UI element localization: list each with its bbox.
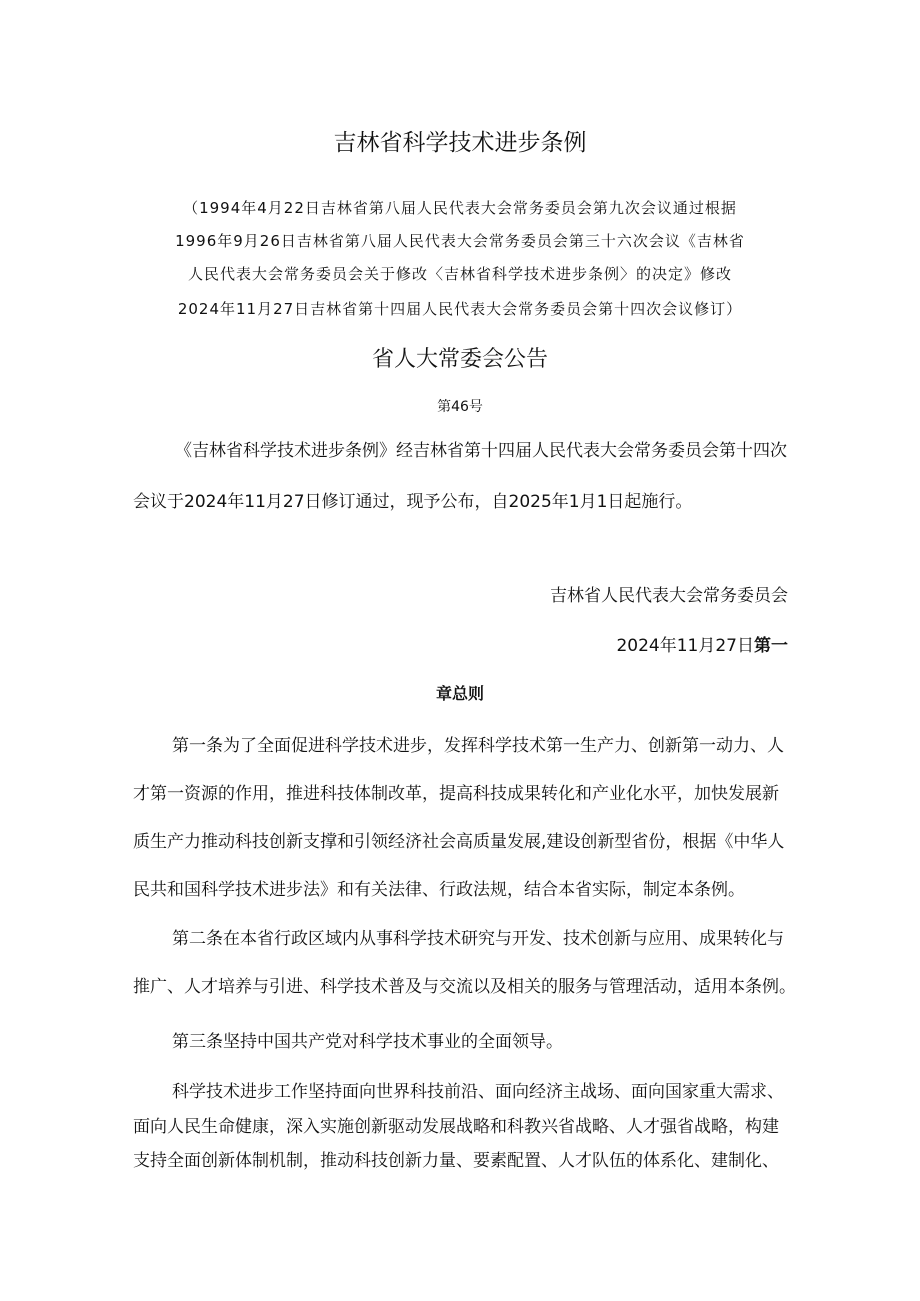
chapter-heading: 章总则 [435, 684, 484, 703]
notice-date: 2024年11月27日 [616, 636, 754, 656]
history-line-1: （1994年4月22日吉林省第八届人民代表大会常务委员会第九次会议通过根据 [183, 199, 737, 217]
article1-line-1: 第一条为了全面促进科学技术进步，发挥科学技术第一生产力、创新第一动力、人 [172, 736, 784, 756]
history-line-2: 1996年9月26日吉林省第八届人民代表大会常务委员会第三十六次会议《吉林省 [175, 232, 745, 250]
notice-title: 省人大常委会公告 [371, 347, 548, 372]
article3-line: 第三条坚持中国共产党对科学技术事业的全面领导。 [172, 1032, 563, 1052]
article1-line-4: 民共和国科学技术进步法》和有关法律、行政法规，结合本省实际，制定本条例。 [133, 880, 745, 900]
paragraph4-line-2: 面向人民生命健康，深入实施创新驱动发展战略和科教兴省战略、人才强省战略，构建 [133, 1117, 779, 1137]
notice-body-line-2: 会议于2024年11月27日修订通过，现予公布，自2025年1月1日起施行。 [133, 492, 693, 512]
notice-issuer: 吉林省人民代表大会常务委员会 [550, 586, 788, 606]
paragraph4-line-1: 科学技术进步工作坚持面向世界科技前沿、面向经济主战场、面向国家重大需求、 [172, 1082, 784, 1102]
chapter-prefix: 第一 [754, 636, 788, 656]
article2-line-2: 推广、人才培养与引进、科学技术普及与交流以及相关的服务与管理活动，适用本条例。 [133, 977, 796, 997]
history-line-4: 2024年11月27日吉林省第十四届人民代表大会常务委员会第十四次会议修订） [177, 300, 743, 318]
document-title: 吉林省科学技术进步条例 [333, 130, 587, 156]
notice-date-line [616, 632, 788, 660]
article2-line-1: 第二条在本省行政区域内从事科学技术研究与开发、技术创新与应用、成果转化与 [172, 929, 784, 949]
notice-body-line-1: 《吉林省科学技术进步条例》经吉林省第十四届人民代表大会常务委员会第十四次 [175, 441, 787, 461]
notice-number: 第46号 [437, 399, 483, 415]
history-line-3: 人民代表大会常务委员会关于修改〈吉林省科学技术进步条例〉的决定》修改 [187, 265, 732, 283]
paragraph4-line-3: 支持全面创新体制机制，推动科技创新力量、要素配置、人才队伍的体系化、建制化、 [133, 1151, 779, 1171]
article1-line-3: 质生产力推动科技创新支撑和引领经济社会高质量发展,建设创新型省份，根据《中华人 [133, 832, 785, 852]
article1-line-2: 才第一资源的作用，推进科技体制改革，提高科技成果转化和产业化水平，加快发展新 [133, 784, 779, 804]
